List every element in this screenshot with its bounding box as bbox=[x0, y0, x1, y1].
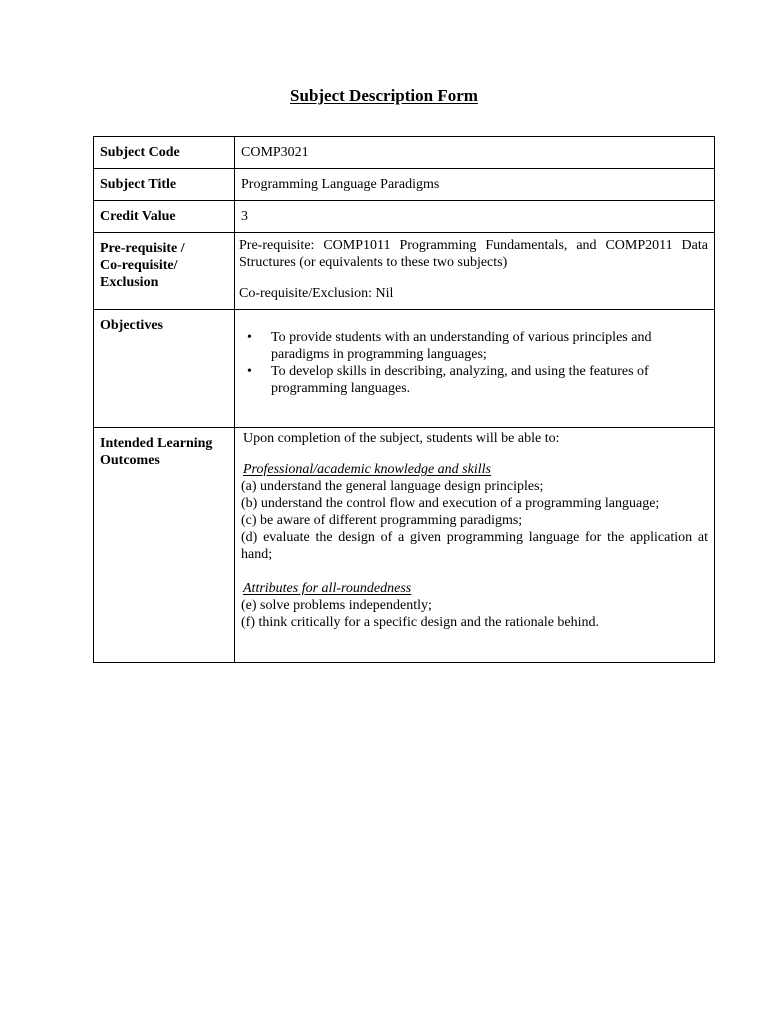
table-row-intended-learning-outcomes bbox=[94, 428, 715, 663]
corequisite-exclusion-text: Co-requisite/Exclusion: Nil bbox=[239, 286, 394, 301]
credit-value-label: Credit Value bbox=[94, 201, 235, 233]
table-row-subject-title bbox=[94, 169, 715, 201]
bullet-icon: • bbox=[247, 330, 252, 345]
list-item bbox=[247, 363, 708, 397]
prerequisite-text: Pre-requisite: COMP1011 Programming Fundamentals, and COMP2011 Data Structures (or equivalents to these two subjects) bbox=[239, 238, 708, 270]
page-title: Subject Description Form bbox=[290, 86, 478, 105]
bullet-icon: • bbox=[247, 364, 252, 379]
credit-value-value: 3 bbox=[235, 201, 715, 233]
list-item bbox=[247, 329, 708, 363]
prerequisite-label-line: Pre-requisite / bbox=[100, 241, 185, 256]
prerequisite-label bbox=[94, 233, 235, 310]
subject-code-label: Subject Code bbox=[94, 137, 235, 169]
subject-title-value: Programming Language Paradigms bbox=[235, 169, 715, 201]
exclusion-label-line: Exclusion bbox=[100, 275, 159, 290]
list-item: (d) evaluate the design of a given programming language for the application at hand; bbox=[241, 530, 708, 562]
list-item: (f) think critically for a specific design and the rationale behind. bbox=[241, 615, 600, 630]
list-item: (e) solve problems independently; bbox=[241, 598, 432, 613]
objectives-list bbox=[241, 329, 708, 397]
list-item: (c) be aware of different programming paradigms; bbox=[241, 513, 523, 528]
ilo-label-line1: Intended Learning bbox=[100, 436, 213, 451]
ilo-value bbox=[235, 428, 715, 663]
table-row-credit-value bbox=[94, 201, 715, 233]
list-item: (a) understand the general language design principles; bbox=[241, 479, 544, 494]
table-row-prerequisite bbox=[94, 233, 715, 310]
objectives-value bbox=[235, 310, 715, 428]
subject-code-value: COMP3021 bbox=[235, 137, 715, 169]
table-row-subject-code bbox=[94, 137, 715, 169]
objective-text: To develop skills in describing, analyzing, and using the features of programming languages. bbox=[271, 364, 649, 396]
objectives-label: Objectives bbox=[94, 310, 235, 428]
list-item: (b) understand the control flow and execution of a programming language; bbox=[241, 496, 660, 511]
ilo-intro: Upon completion of the subject, students will be able to: bbox=[243, 431, 560, 446]
ilo-label bbox=[94, 428, 235, 663]
subject-title-label: Subject Title bbox=[94, 169, 235, 201]
objective-text: To provide students with an understanding of various principles and paradigms in programming languages; bbox=[271, 330, 652, 362]
ilo-label-line2: Outcomes bbox=[100, 453, 160, 468]
ilo-heading-knowledge-skills: Professional/academic knowledge and skills bbox=[243, 462, 491, 477]
table-row-objectives bbox=[94, 310, 715, 428]
prerequisite-value bbox=[235, 233, 715, 310]
ilo-heading-all-roundedness: Attributes for all-roundedness bbox=[243, 581, 412, 596]
subject-description-table bbox=[93, 136, 715, 663]
corequisite-label-line: Co-requisite/ bbox=[100, 258, 178, 273]
